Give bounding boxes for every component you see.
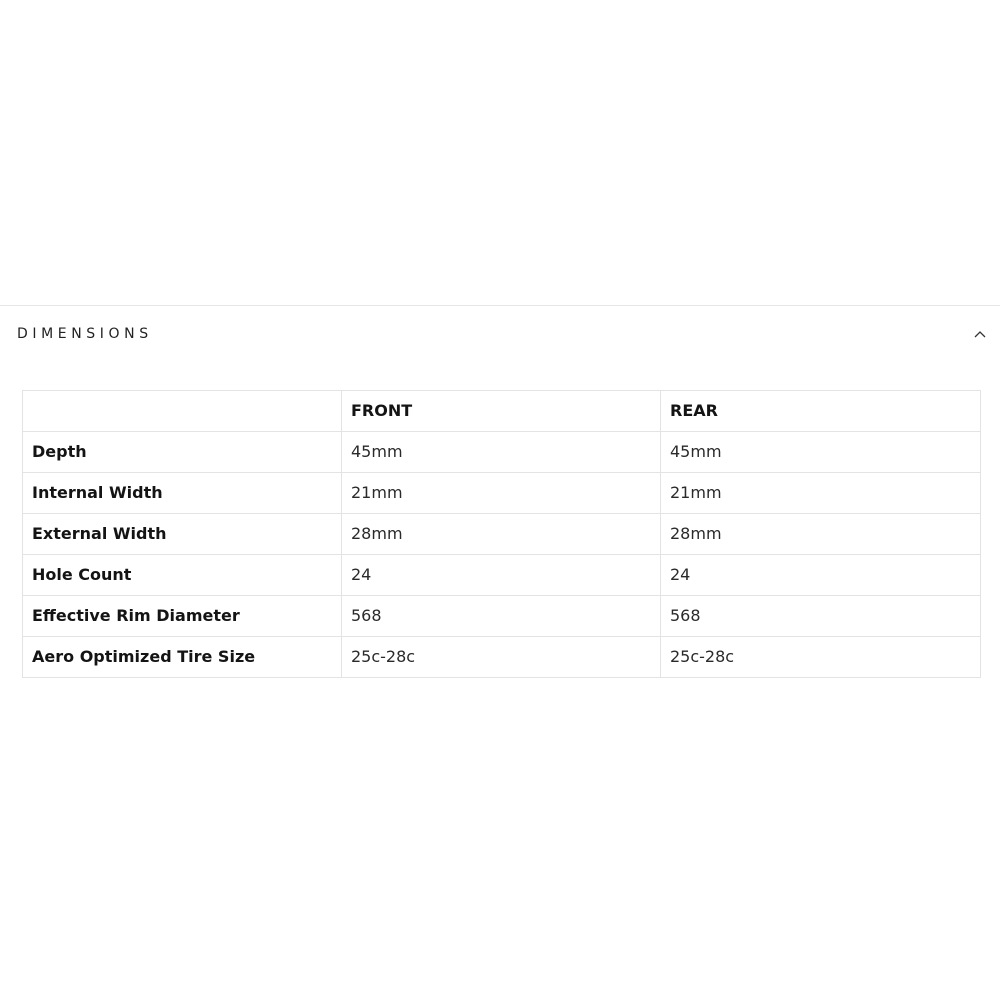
rear-value: 24 [661,555,981,596]
row-label: External Width [23,514,342,555]
table-row [23,514,981,555]
front-value: 568 [342,596,661,637]
table-row [23,637,981,678]
front-value: 24 [342,555,661,596]
row-label: Internal Width [23,473,342,514]
row-label: Depth [23,432,342,473]
chevron-up-icon[interactable] [972,326,988,342]
table-header-row [23,391,981,432]
rear-value: 45mm [661,432,981,473]
table-row [23,432,981,473]
front-value: 21mm [342,473,661,514]
column-header-front: FRONT [342,391,661,432]
front-value: 25c-28c [342,637,661,678]
rear-value: 25c-28c [661,637,981,678]
table-row [23,473,981,514]
dimensions-table [22,390,981,678]
table-row [23,596,981,637]
row-label: Aero Optimized Tire Size [23,637,342,678]
column-header-rear: REAR [661,391,981,432]
dimensions-accordion-header[interactable] [0,306,1000,364]
front-value: 28mm [342,514,661,555]
front-value: 45mm [342,432,661,473]
dimensions-accordion [0,305,1000,666]
row-label: Hole Count [23,555,342,596]
table-row [23,555,981,596]
row-label: Effective Rim Diameter [23,596,342,637]
column-header-empty [23,391,342,432]
section-title: DIMENSIONS [17,326,153,342]
rear-value: 21mm [661,473,981,514]
rear-value: 28mm [661,514,981,555]
rear-value: 568 [661,596,981,637]
